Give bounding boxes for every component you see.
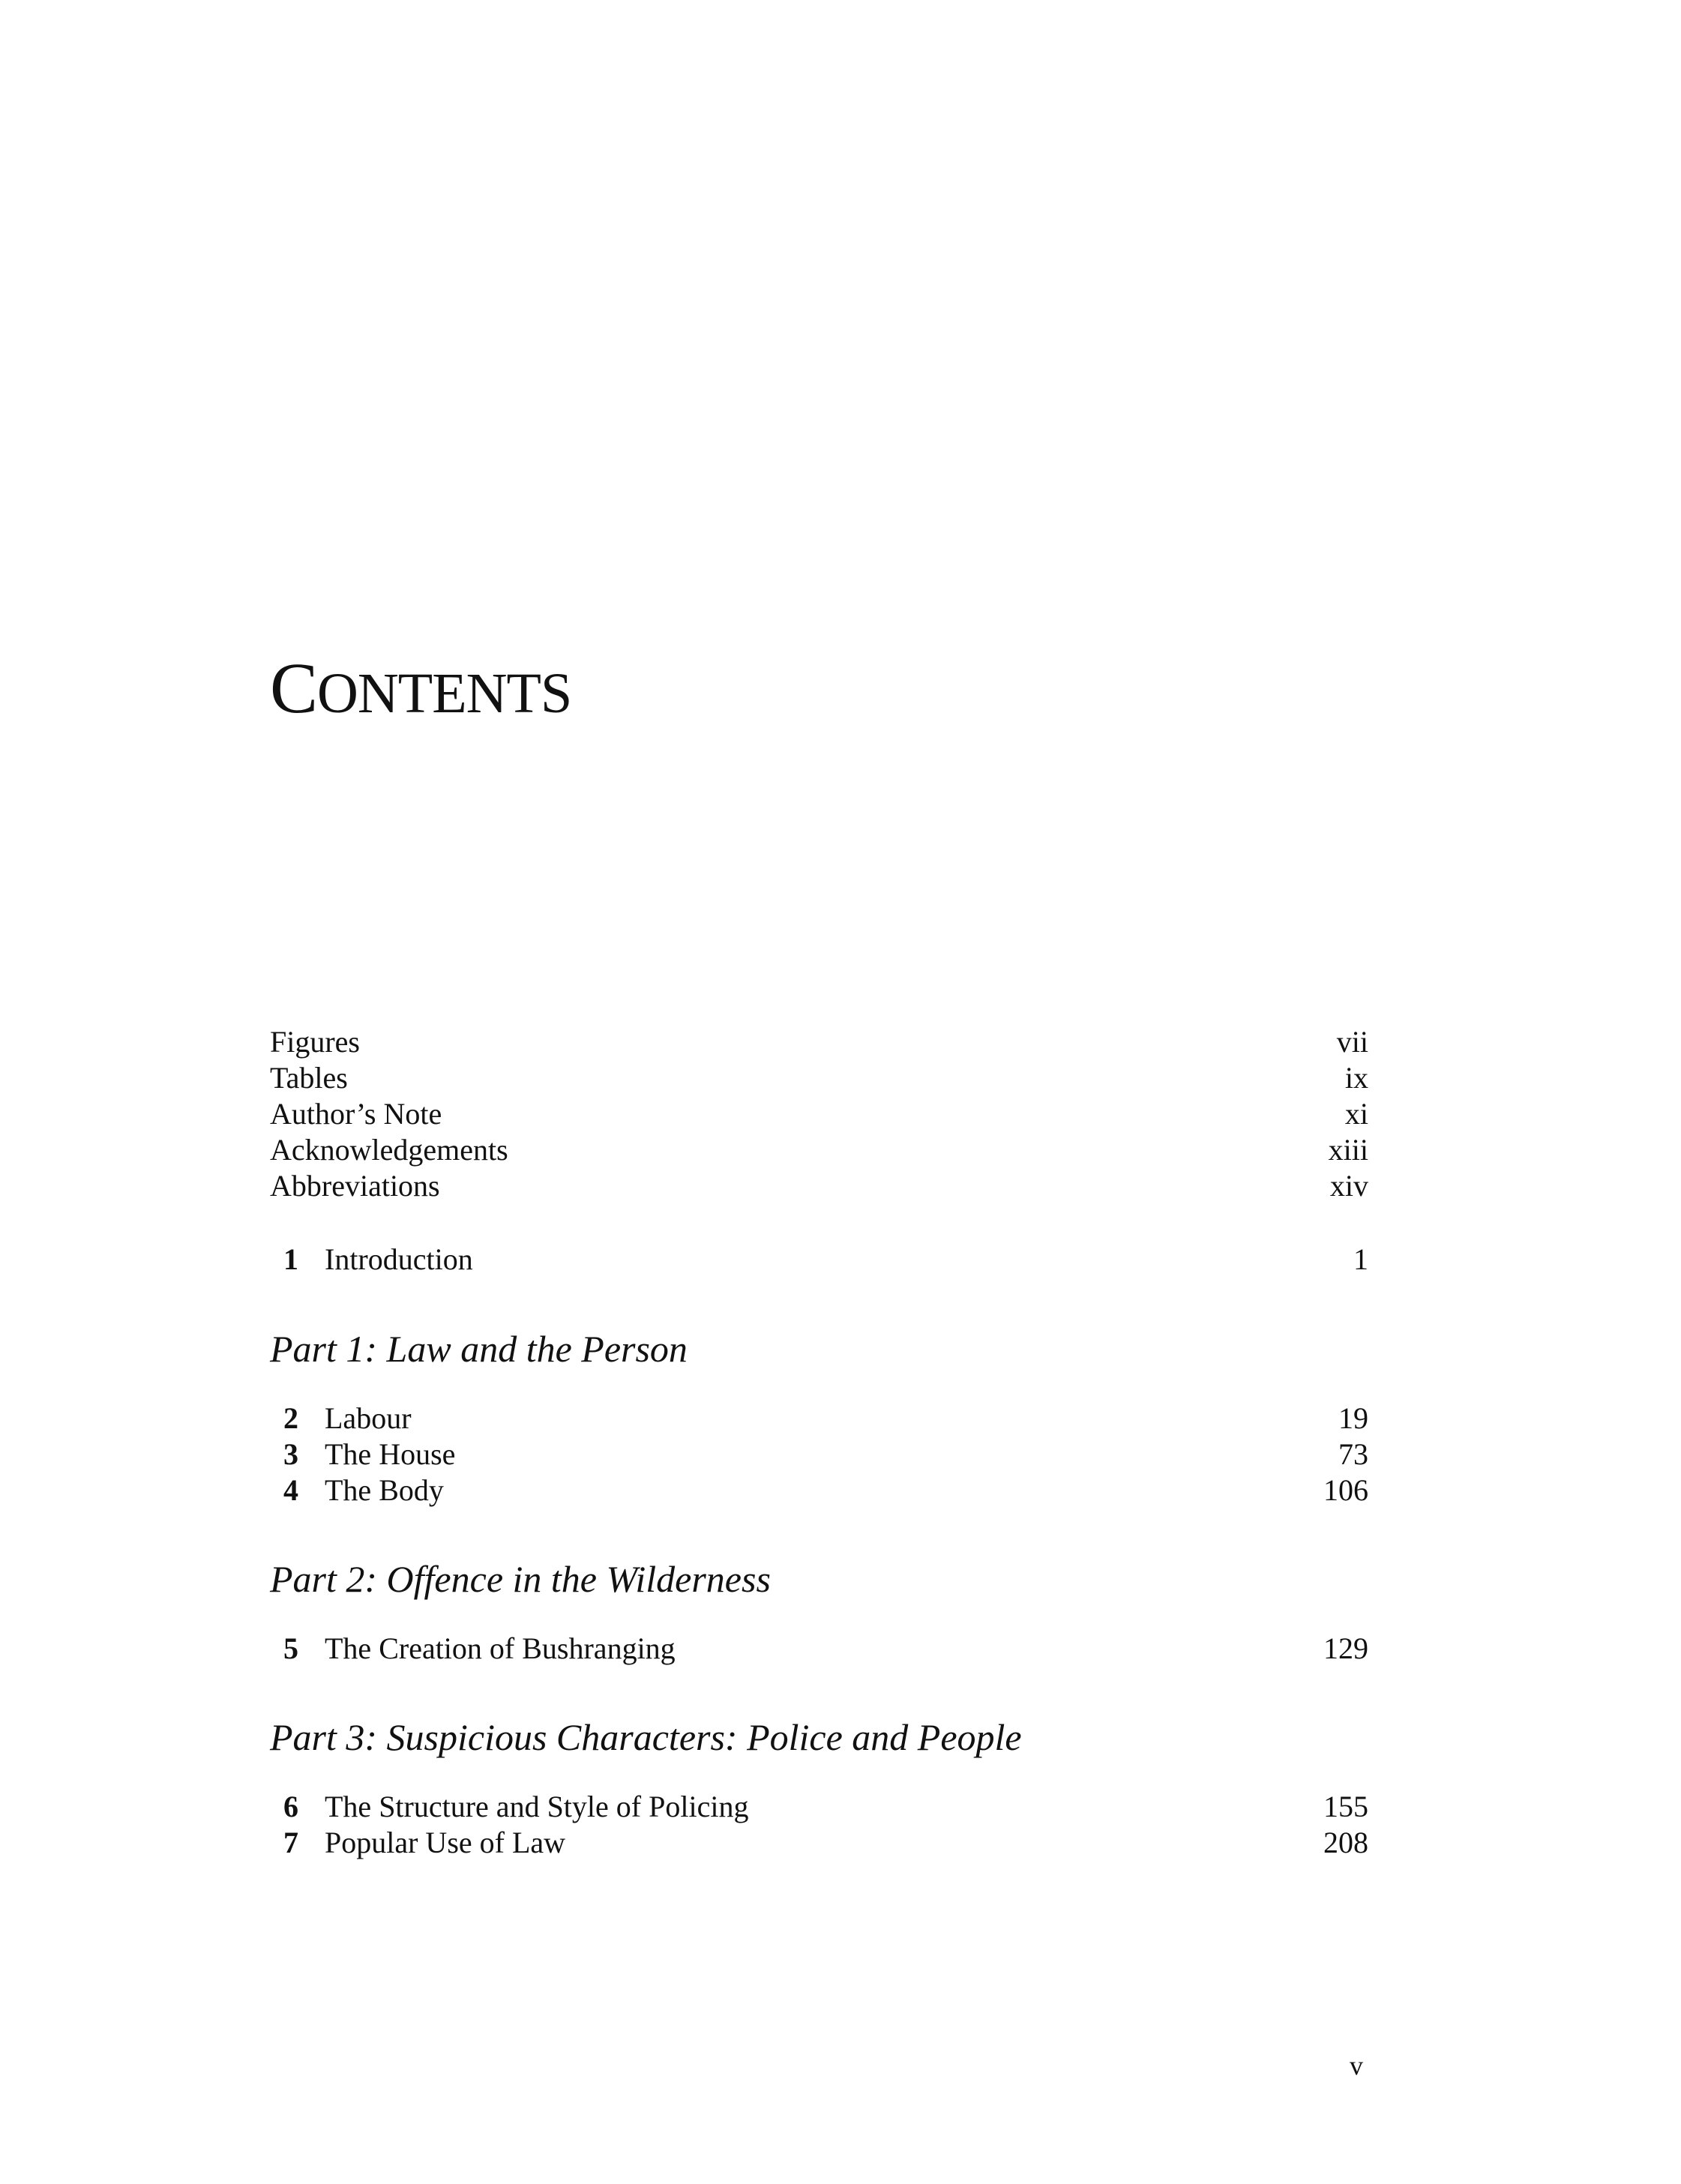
chapter-number: 4 [283, 1473, 298, 1507]
chapter-page: 129 [1323, 1631, 1368, 1665]
toc-entry-label: Acknowledgements [270, 1133, 508, 1167]
page-number: v [1350, 2051, 1363, 2081]
part-heading-1: Part 1: Law and the Person [270, 1328, 688, 1370]
toc-entry-abbreviations [270, 1168, 1368, 1204]
toc-entry-label: Abbreviations [270, 1169, 440, 1203]
chapter-number: 7 [283, 1826, 298, 1859]
toc-chapter-5 [270, 1631, 1368, 1667]
chapter-page: 155 [1323, 1790, 1368, 1823]
chapter-number: 1 [283, 1242, 298, 1276]
chapter-page: 19 [1338, 1401, 1368, 1435]
toc-chapter-4 [270, 1472, 1368, 1508]
chapter-page: 208 [1323, 1826, 1368, 1859]
part-heading-3: Part 3: Suspicious Characters: Police and People [270, 1716, 1022, 1758]
chapter-title: Labour [325, 1401, 412, 1435]
toc-entry-acknowledgements [270, 1132, 1368, 1168]
page-title-initial: C [270, 648, 318, 728]
toc-entry-figures [270, 1024, 1368, 1060]
chapter-page: 73 [1338, 1437, 1368, 1471]
chapter-title: Popular Use of Law [325, 1826, 566, 1859]
chapter-title: The Structure and Style of Policing [325, 1790, 749, 1823]
toc-entry-label: Tables [270, 1061, 348, 1095]
toc-entry-authors-note [270, 1096, 1368, 1132]
chapter-title: The Creation of Bushranging [325, 1631, 676, 1665]
page-title [270, 648, 572, 728]
toc-chapter-introduction [270, 1242, 1368, 1278]
chapter-title: Introduction [325, 1242, 473, 1276]
toc-entry-tables [270, 1060, 1368, 1096]
toc-entry-page: vii [1336, 1025, 1368, 1059]
toc-entry-page: xiv [1329, 1169, 1368, 1203]
toc-entry-page: xi [1344, 1097, 1368, 1131]
toc-chapter-7 [270, 1825, 1368, 1861]
toc-chapter-3 [270, 1437, 1368, 1472]
chapter-number: 6 [283, 1790, 298, 1823]
page-title-rest: ONTENTS [317, 662, 572, 725]
toc-entry-label: Figures [270, 1025, 360, 1059]
toc-entry-label: Author’s Note [270, 1097, 442, 1131]
toc-chapter-6 [270, 1789, 1368, 1825]
part-heading-2: Part 2: Offence in the Wilderness [270, 1558, 771, 1600]
chapter-number: 3 [283, 1437, 298, 1471]
chapter-number: 2 [283, 1401, 298, 1435]
chapter-page: 106 [1323, 1473, 1368, 1507]
chapter-number: 5 [283, 1631, 298, 1665]
chapter-page: 1 [1353, 1242, 1368, 1276]
toc-entry-page: xiii [1328, 1133, 1368, 1167]
chapter-title: The House [325, 1437, 456, 1471]
toc-entry-page: ix [1344, 1061, 1368, 1095]
toc-chapter-2 [270, 1401, 1368, 1437]
chapter-title: The Body [325, 1473, 444, 1507]
